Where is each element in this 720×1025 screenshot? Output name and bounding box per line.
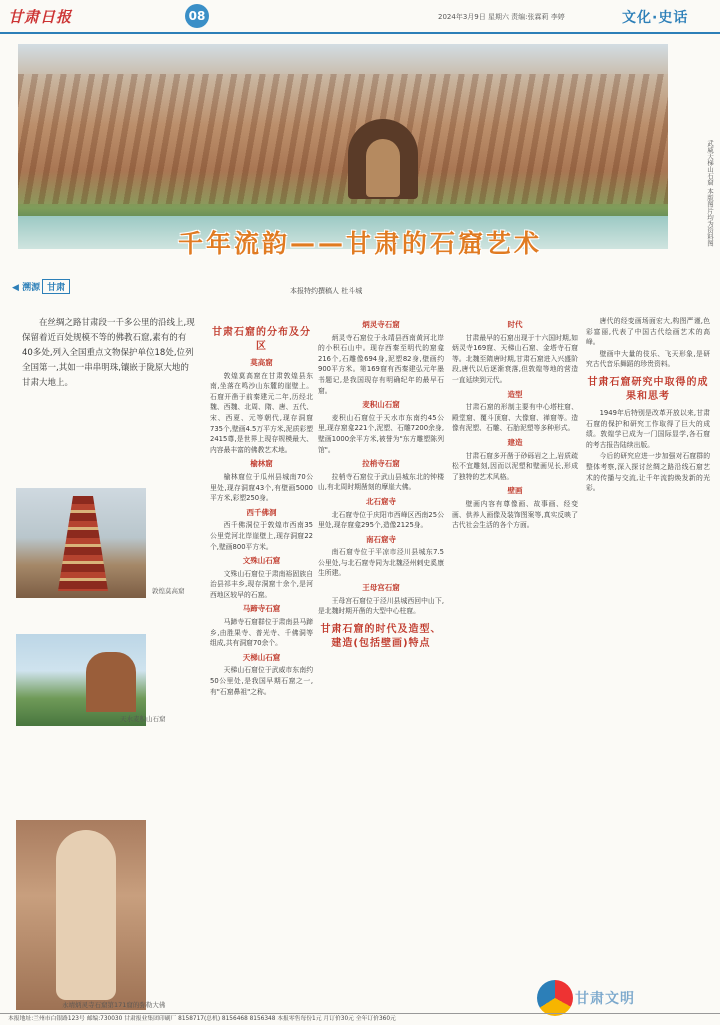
sub-heading: 莫高窟 [250,358,273,367]
sub-heading: 北石窟寺 [366,496,396,506]
paragraph: 壁画内容有尊像画、故事画、经变画、供养人画像及装饰图案等,真实反映了古代社会生活的各个方面。 [452,499,578,530]
text-column-1 [210,320,313,1012]
paragraph: 1949年后特别是改革开放以来,甘肃石窟的保护和研究工作取得了巨大的成绩。敦煌学已成为一门国际显学,各石窟的考古报告陆续出版。 [586,408,710,449]
text-column-3 [452,316,578,1012]
sub-heading: 西千佛洞 [246,507,277,517]
paragraph: 甘肃石窟多开凿于砂砾岩之上,岩质疏松不宜雕刻,因而以泥塑和壁画见长,形成了独特的艺术风格。 [452,451,578,481]
page-footer: 本报地址:兰州市白银路123号 邮编:730030 甘肃报业集团印刷厂 8158717(总机) 8156468 8156348 本报零售每份1元 月订价30元 全年订价360元 [0,1013,720,1025]
paragraph: 文殊山石窟位于肃南裕固族自治县祁丰乡,现存洞窟十余个,是河西地区较早的石窟。 [210,569,313,599]
section-heading: 甘肃石窟的分布及分区 [212,327,311,352]
paragraph: 壁画中大量的伎乐、飞天形象,是研究古代音乐舞蹈的珍贵资料。 [586,349,710,369]
buddha-statue [366,139,400,197]
mountain-shape [86,652,136,712]
sub-heading: 王母宫石窟 [362,583,400,593]
byline: 本报特约撰稿人 杜斗城 [290,287,363,295]
sub-heading: 时代 [507,320,523,329]
hero-caption: 武威天梯山石窟 本版图片均为资料图 [706,140,714,247]
paragraph: 甘肃最早的石窟出现于十六国时期,如炳灵寺169窟、天梯山石窟、金塔寺石窟等。北魏至隋唐时期,甘肃石窟进入兴盛阶段,唐代以后逐渐衰落,但敦煌等地的营造一直延续到元代。 [452,333,578,384]
paragraph: 麦积山石窟位于天水市东南约45公里,现存窟龛221个,泥塑、石雕7200余身,壁画1000余平方米,被誉为"东方雕塑陈列馆"。 [318,413,444,454]
tag-label: 溯源 [22,283,41,293]
paragraph: 天梯山石窟位于武威市东南约50公里处,是我国早期石窟之一,有"石窟鼻祖"之称。 [210,666,313,696]
statue-shape [56,830,116,1000]
paragraph: 王母宫石窟位于泾川县城西回中山下,是北魏时期开凿的大型中心柱窟。 [318,596,444,616]
section-title: 文化·史话 [622,10,689,26]
text-column-4 [586,316,710,1012]
sub-heading: 建造 [507,437,523,447]
pagoda-shape [58,496,108,591]
paragraph: 甘肃石窟的形制主要有中心塔柱窟、殿堂窟、覆斗顶窟、大像窟、禅窟等。造像有泥塑、石雕、石胎泥塑等多种形式。 [452,403,578,433]
date-line: 2024年3月9日 星期六 责编:张霖莉 李婷 [438,13,565,21]
photo-caption-2: 天水麦积山石窟 [120,715,166,723]
paragraph: 榆林窟位于瓜州县城南70公里处,现存洞窟43个,有壁画5000平方米,彩塑250身。 [210,472,313,503]
paragraph: 南石窟寺位于平凉市泾川县城东7.5公里处,与北石窟寺同为北魏泾州刺史奚康生所建。 [318,548,444,578]
sub-heading: 榆林窟 [250,459,273,469]
masthead-logo: 甘肃日报 [8,8,73,26]
sub-heading: 文殊山石窟 [242,556,281,566]
sub-heading: 拉梢寺石窟 [362,459,400,469]
page-header [0,0,720,34]
sub-heading: 麦积山石窟 [362,400,400,410]
tag-box: 甘肃 [42,279,70,294]
brand-logo-text: 甘肃文明 [575,991,635,1007]
section-heading: 甘肃石窟的时代及造型、建造(包括壁画)特点 [320,623,442,649]
sub-heading: 造型 [507,389,523,399]
cliff-face [18,74,668,204]
intro-paragraph: 在丝绸之路甘肃段一千多公里的沿线上,现保留着近百处规模不等的佛教石窟,素有的有40多处,列入全国重点文物保护单位18处,位列全国第一,其如一串串明珠,镶嵌于陇原大地的甘肃大地上。 [22,318,195,388]
photo-mogao [16,488,146,598]
sub-heading: 炳灵寺石窟 [362,320,400,329]
text-column-2 [318,316,444,1012]
paragraph: 马蹄寺石窟群位于肃南县马蹄乡,由胜果寺、普光寺、千佛洞等组成,共有洞窟70余个。 [210,618,313,648]
hero-photo [18,44,668,249]
photo-caption-1: 敦煌莫高窟 [152,587,185,595]
paragraph: 今后的研究应进一步加强对石窟群的整体考察,深入探讨丝绸之路沿线石窟艺术的传播与交流,让千年流韵焕发新的光彩。 [586,452,710,493]
page-title: 千年流韵——甘肃的石窟艺术 [177,229,542,258]
page-number-badge: 08 [185,4,209,28]
sub-heading: 南石窟寺 [366,534,396,544]
column-tag: ◀ 溯源 甘肃 [12,279,70,294]
photo-maijishan [16,634,146,726]
sub-heading: 天梯山石窟 [242,652,281,662]
paragraph: 炳灵寺石窟位于永靖县西南黄河北岸的小积石山中。现存西秦至明代的窟龛216个,石雕像694身,泥塑82身,壁画约900平方米。第169窟有西秦建弘元年墨书题记,是我国现存有明确纪年的最早石窟。 [318,333,444,395]
paragraph: 北石窟寺位于庆阳市西峰区西南25公里处,现存窟龛295个,造像2125身。 [318,510,444,530]
section-heading: 甘肃石窟研究中取得的成果和思考 [587,376,709,402]
paragraph: 唐代的经变画场面宏大,构图严谨,色彩富丽,代表了中国古代绘画艺术的高峰。 [586,317,710,347]
photo-bingling [16,820,146,1010]
brand-logo-icon [537,980,573,1016]
photo-caption-3: 永靖炳灵寺石窟第171窟的弥勒大佛 [62,1001,166,1009]
paragraph: 敦煌莫高窟在甘肃敦煌县东南,坐落在鸣沙山东麓的崖壁上。石窟开凿于前秦建元二年,历经北魏、西魏、北周、隋、唐、五代、宋、西夏、元等朝代,现存洞窟735个,壁画4.5万平方米,泥质彩塑2415尊,是世界上现存规模最大、内容最丰富的佛教艺术地。 [210,371,313,454]
paragraph: 拉梢寺石窟位于武山县城东北的钟楼山,有北周时期凿刻的摩崖大佛。 [318,472,444,492]
sub-heading: 马蹄寺石窟 [242,604,281,614]
paragraph: 西千佛洞位于敦煌市西南35公里党河北岸崖壁上,现存洞窟22个,壁画800平方米。 [210,521,313,551]
sub-heading: 壁画 [507,486,523,496]
